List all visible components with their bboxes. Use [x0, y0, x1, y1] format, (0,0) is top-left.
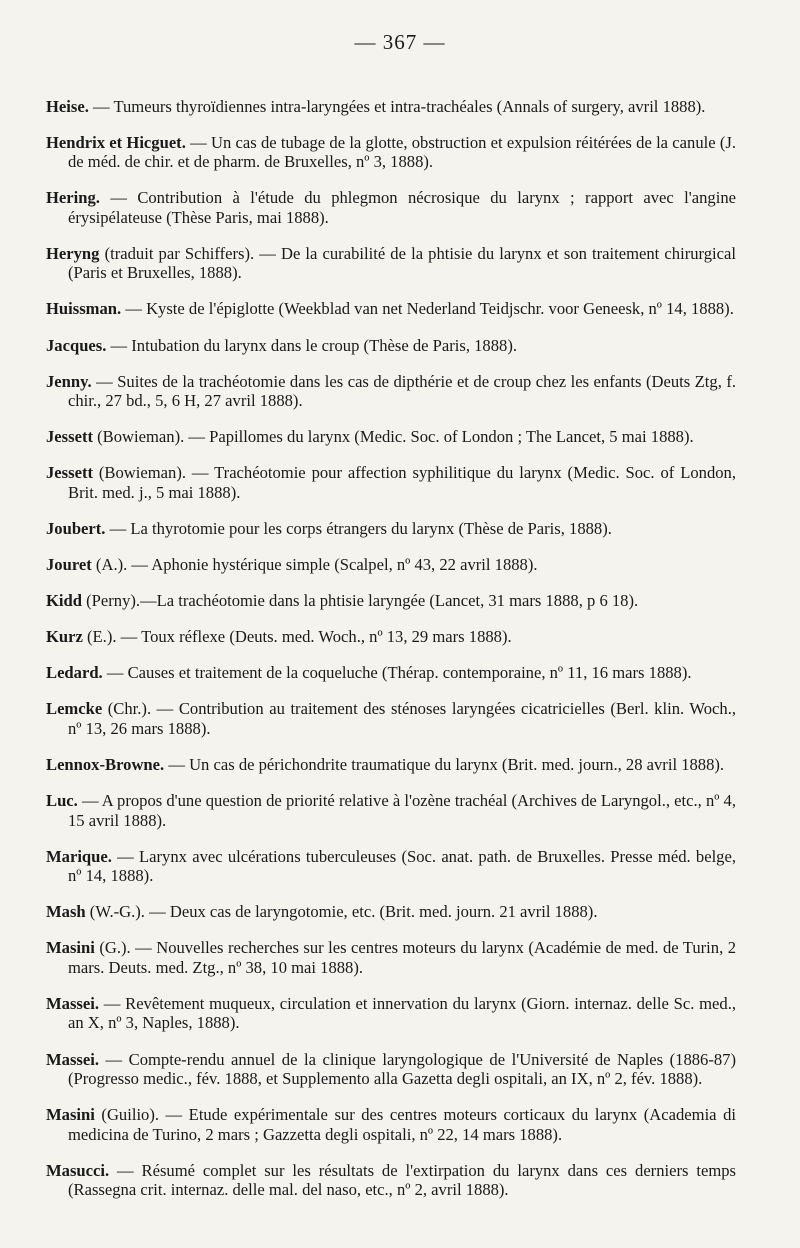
bibliography-entry [46, 1161, 736, 1200]
entry-author: Massei. [46, 993, 99, 1013]
entry-author: Marique. [46, 846, 112, 866]
entry-text: — Larynx avec ulcérations tuberculeuses (Soc. anat. path. de Bruxelles. Presse méd. belge, nº 14, 1888). [68, 846, 736, 886]
entry-author: Joubert. [46, 518, 106, 538]
entry-text: — Intubation du larynx dans le croup (Thèse de Paris, 1888). [106, 335, 517, 355]
bibliography-entry [46, 755, 736, 775]
bibliography-entry [46, 699, 736, 738]
entry-text: (E.). — Toux réflexe (Deuts. med. Woch., nº 13, 29 mars 1888). [82, 627, 512, 647]
entry-text: — Contribution à l'étude du phlegmon nécrosique du larynx ; rapport avec l'angine érysipélateuse (Thèse Paris, mai 1888). [68, 188, 736, 227]
entry-author: Huissman. [46, 299, 122, 319]
entry-text: — Un cas de périchondrite traumatique du larynx (Brit. med. journ., 28 avril 1888). [164, 755, 725, 774]
bibliography-entry [46, 519, 736, 539]
bibliography-entry [46, 244, 736, 283]
entry-author: Masini [46, 1105, 95, 1125]
entry-author: Heryng [46, 243, 100, 263]
entry-text: (A.). — Aphonie hystérique simple (Scalpel, nº 43, 22 avril 1888). [91, 555, 538, 575]
bibliography-entry [46, 1105, 736, 1144]
bibliography-entry [46, 188, 736, 227]
entry-author: Jacques. [46, 335, 107, 355]
entry-author: Massei. [46, 1049, 99, 1069]
bibliography-entry [46, 847, 736, 886]
entry-text: (Perny).—La trachéotomie dans la phtisie laryngée (Lancet, 31 mars 1888, p 6 18). [81, 591, 639, 611]
entry-author: Jouret [46, 555, 92, 575]
bibliography-entry [46, 97, 736, 117]
entry-author: Lennox-Browne. [46, 755, 165, 774]
entry-text: (G.). — Nouvelles recherches sur les centres moteurs du larynx (Académie de med. de Turin, 2 mars. Deuts. med. Ztg., nº 38, 10 mai 1888). [68, 938, 736, 977]
entry-author: Masini [46, 938, 95, 958]
entry-author: Lemcke [46, 699, 103, 719]
bibliography-entry [46, 994, 736, 1033]
bibliography-entry [46, 336, 736, 356]
bibliography-entry [46, 902, 736, 922]
entry-author: Hering. [46, 188, 100, 208]
bibliography-entry [46, 791, 736, 830]
entry-text: (W.-G.). — Deux cas de laryngotomie, etc. (Brit. med. journ. 21 avril 1888). [85, 902, 598, 922]
bibliography-entry [46, 591, 736, 611]
entry-text: — La thyrotomie pour les corps étrangers du larynx (Thèse de Paris, 1888). [105, 518, 612, 538]
bibliography-entry [46, 663, 736, 683]
entry-author: Kurz [46, 627, 83, 647]
bibliography-entry [46, 372, 736, 411]
entry-author: Luc. [46, 791, 78, 811]
entry-text: — Résumé complet sur les résultats de l'extirpation du larynx dans ces derniers temps (Rassegna crit. internaz. delle mal. del naso, etc., nº 2, avril 1888). [68, 1160, 736, 1200]
entry-author: Jenny. [46, 371, 92, 391]
entry-author: Kidd [46, 591, 82, 611]
bibliography-entry [46, 133, 736, 172]
entry-text: — Kyste de l'épiglotte (Weekblad van net Nederland Teidjschr. voor Geneesk, nº 14, 1888). [121, 299, 734, 319]
bibliography-entry [46, 427, 736, 447]
entry-text: — Causes et traitement de la coqueluche (Thérap. contemporaine, nº 11, 16 mars 1888). [102, 663, 692, 683]
entry-author: Jessett [46, 427, 93, 447]
entry-text: — Compte-rendu annuel de la clinique laryngologique de l'Université de Naples (1886-87) (Progresso medic., fév. 1888, et Supplemento alla Gazetta degli ospitali, an IX, nº 2, fév. 1888). [68, 1049, 736, 1089]
entry-author: Ledard. [46, 663, 103, 683]
entry-text: — Tumeurs thyroïdiennes intra-laryngées et intra-trachéales (Annals of surgery, avril 1888). [88, 96, 706, 116]
bibliography-entry [46, 463, 736, 502]
bibliography-entry [46, 555, 736, 575]
bibliography-entry [46, 1050, 736, 1089]
entry-author: Heise. [46, 96, 89, 116]
entry-author: Hendrix et Hicguet. [46, 132, 186, 152]
entry-author: Masucci. [46, 1160, 110, 1180]
entry-text: (Guilio). — Etude expérimentale sur des centres moteurs corticaux du larynx (Academia di medicina de Turino, 2 mars ; Gazzetta degli ospitali, nº 22, 14 mars 1888). [68, 1105, 736, 1144]
entry-text: (Bowieman). — Papillomes du larynx (Medic. Soc. of London ; The Lancet, 5 mai 1888). [93, 427, 694, 447]
bibliography-entry [46, 627, 736, 647]
entry-author: Jessett [46, 463, 93, 483]
entry-text: (Bowieman). — Trachéotomie pour affection syphilitique du larynx (Medic. Soc. of London, Brit. med. j., 5 mai 1888). [68, 463, 736, 502]
entry-text: — Un cas de tubage de la glotte, obstruction et expulsion réitérées de la canule (J. de méd. de chir. et de pharm. de Bruxelles, nº 3, 1888). [68, 132, 736, 172]
bibliography-entry [46, 299, 736, 319]
bibliography-entry [46, 938, 736, 977]
page-number: — 367 — [354, 30, 446, 54]
entry-author: Mash [46, 902, 86, 922]
entry-text: — Suites de la trachéotomie dans les cas de dipthérie et de croup chez les enfants (Deuts Ztg, f. chir., 27 bd., 5, 6 H, 27 avril 1888). [68, 371, 736, 411]
entry-text: (Chr.). — Contribution au traitement des sténoses laryngées cicatricielles (Berl. klin. Woch., nº 13, 26 mars 1888). [68, 699, 736, 738]
entry-text: — A propos d'une question de priorité relative à l'ozène trachéal (Archives de Laryngol., etc., nº 4, 15 avril 1888). [68, 791, 736, 830]
bibliography-list [46, 80, 736, 1203]
entry-text: — Revêtement muqueux, circulation et innervation du larynx (Giorn. internaz. delle Sc. med., an X, nº 3, Naples, 1888). [68, 993, 736, 1033]
entry-text: (traduit par Schiffers). — De la curabilité de la phtisie du larynx et son traitement chirurgical (Paris et Bruxelles, 1888). [68, 243, 736, 283]
